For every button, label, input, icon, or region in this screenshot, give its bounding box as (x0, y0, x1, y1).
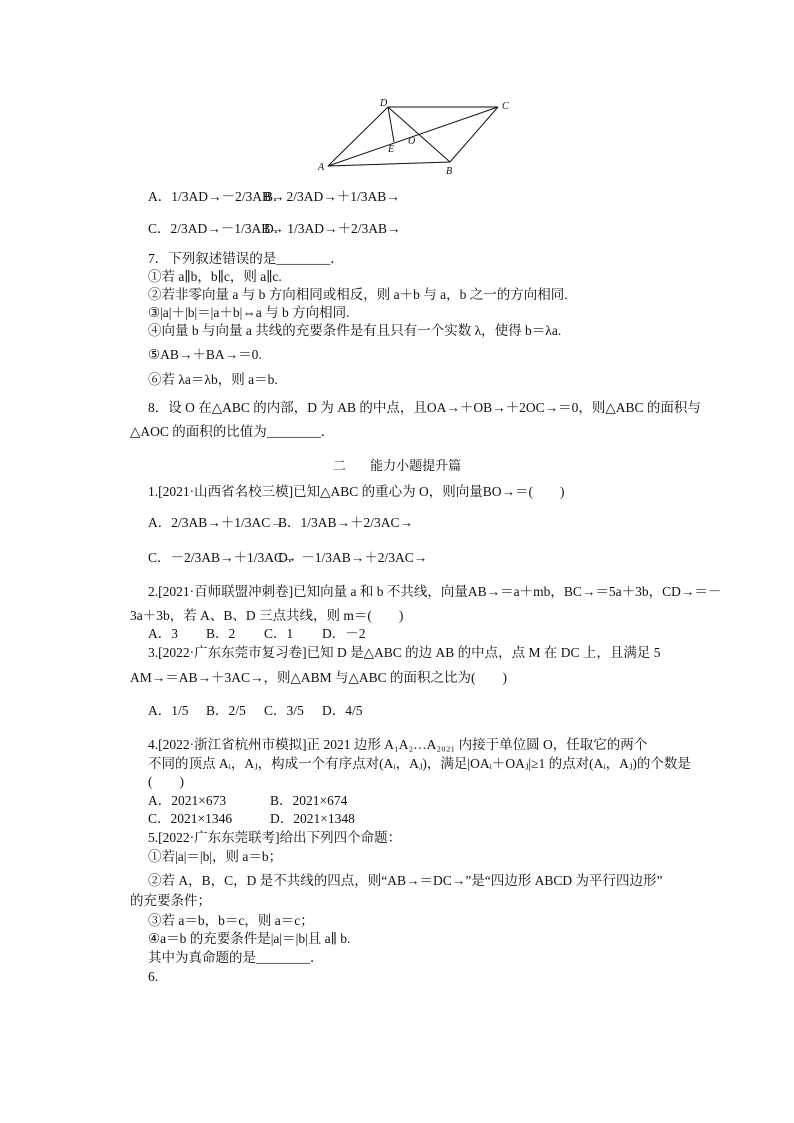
p3-line-2: AM→＝AB→＋3AC→，则△ABM 与△ABC 的面积之比为( ) (130, 670, 508, 685)
p4-line-2: 不同的顶点 Aᵢ，Aⱼ，构成一个有序点对(Aᵢ，Aⱼ)，满足|OAᵢ＋OAⱼ|≥1 的点对(Aᵢ，Aⱼ)的个数是 (148, 756, 691, 771)
p4-line-3: ( ) (148, 774, 184, 789)
p4-option-a: A．2021×673 (148, 793, 227, 808)
q7-item-5: ⑤AB→＋BA→＝0. (148, 347, 262, 362)
label-o: O (408, 136, 416, 147)
p4-option-c: C．2021×1346 (148, 811, 233, 826)
p5-item-3: ③若 a＝b，b＝c，则 a＝c； (148, 913, 314, 928)
q8-line-2: △AOC 的面积的比值为________． (130, 424, 335, 439)
q7-stem: 7．下列叙述错误的是________． (148, 251, 344, 266)
p3-option-d: D．4/5 (322, 703, 363, 718)
parallelogram-figure (316, 96, 526, 176)
p5-item-4: ④a＝b 的充要条件是|a|＝|b|且 a∥ b. (148, 931, 351, 946)
p2-line-1: 2.[2021·百师联盟冲刺卷]已知向量 a 和 b 不共线，向量AB→＝a＋mb，BC→＝5a＋3b，CD→＝－ (148, 584, 722, 599)
p5-item-2: ②若 A，B，C，D 是不共线的四点，则“AB→＝DC→”是“四边形 ABCD 为平行四边形” (148, 873, 663, 888)
p3-option-b: B．2/5 (206, 703, 246, 718)
p2-option-c: C．1 (264, 626, 294, 641)
q8-line-1: 8．设 O 在△ABC 的内部，D 为 AB 的中点，且OA→＋OB→＋2OC→＝0，则△ABC 的面积与 (148, 400, 701, 415)
label-c: C (502, 101, 509, 112)
segment-de (388, 107, 394, 142)
p2-line-2: 3a＋3b，若 A、B、D 三点共线，则 m＝( ) (130, 608, 404, 623)
q7-item-1: ①若 a∥b，b∥c，则 a∥c. (148, 269, 282, 284)
p2-option-d: D．－2 (322, 626, 366, 641)
p1-option-a: A．2/3AB→＋1/3AC→ (148, 515, 284, 530)
diagonal-db (388, 107, 450, 162)
q7-item-2: ②若非零向量 a 与 b 方向相同或相反，则 a＋b 与 a，b 之一的方向相同. (148, 287, 568, 302)
p1-option-b: B．1/3AB→＋2/3AC→ (278, 515, 414, 530)
section-number: 二 (332, 459, 346, 474)
q7-item-6: ⑥若 λa＝λb，则 a＝b. (148, 372, 278, 387)
label-a: A (318, 162, 325, 173)
p6-label: 6. (148, 969, 159, 984)
p5-item-2-cont: 的充要条件； (130, 893, 211, 908)
p4-line-1: 4.[2022·浙江省杭州市模拟]正 2021 边形 A₁A₂…A₂₀₂₁ 内接于单位圆 O，任取它的两个 (148, 737, 648, 752)
q6-option-a: A．1/3AD→－2/3AB→ (148, 189, 285, 204)
q7-item-4: ④向量 b 与向量 a 共线的充要条件是有且只有一个实数 λ，使得 b＝λa. (148, 323, 562, 338)
q6-option-b: B．2/3AD→＋1/3AB→ (264, 189, 400, 204)
p5-item-1: ①若|a|＝|b|，则 a＝b； (148, 849, 283, 864)
p3-option-a: A．1/5 (148, 703, 189, 718)
p5-answer-line: 其中为真命题的是________． (148, 950, 324, 965)
p4-option-b: B．2021×674 (270, 793, 348, 808)
p1-option-d: D．－1/3AB→＋2/3AC→ (278, 550, 428, 565)
q6-option-c: C．2/3AD→－1/3AB→ (148, 221, 284, 236)
section-header (0, 455, 794, 474)
q7-item-3: ③|a|＋|b|＝|a＋b|⇔a 与 b 方向相同. (148, 305, 350, 320)
q6-option-d: D．1/3AD→＋2/3AB→ (264, 221, 401, 236)
p2-option-b: B．2 (206, 626, 236, 641)
edge-ad (328, 107, 388, 166)
p3-option-c: C．3/5 (264, 703, 304, 718)
section-title: 能力小题提升篇 (370, 459, 462, 474)
label-d: D (380, 98, 388, 109)
p1-option-c: C．－2/3AB→＋1/3AC→ (148, 550, 297, 565)
label-e: E (388, 144, 395, 155)
label-b: B (446, 166, 453, 176)
p1-stem: 1.[2021·山西省名校三模]已知△ABC 的重心为 O，则向量BO→＝( ) (148, 484, 565, 499)
p4-option-d: D．2021×1348 (270, 811, 355, 826)
p2-option-a: A．3 (148, 626, 178, 641)
edge-ab (328, 162, 450, 166)
p5-stem: 5.[2022·广东东莞联考]给出下列四个命题： (148, 830, 402, 845)
p3-line-1: 3.[2022·广东东莞市复习卷]已知 D 是△ABC 的边 AB 的中点，点 M 在 DC 上，且满足 5 (148, 645, 661, 660)
